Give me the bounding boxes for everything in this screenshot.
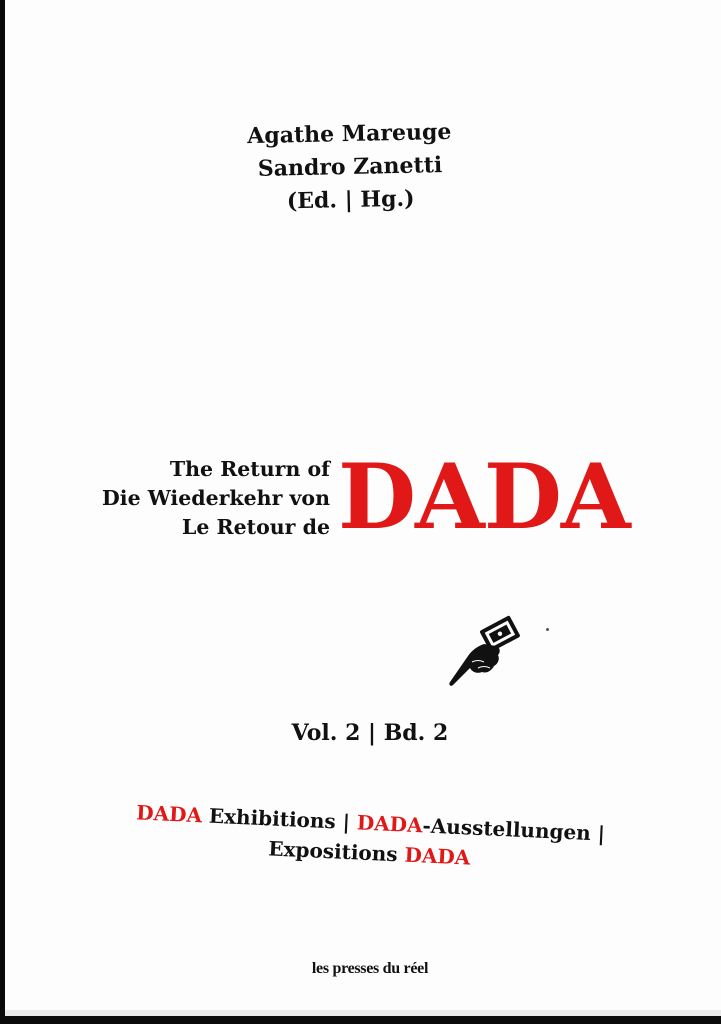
subtitle-block [89,795,651,880]
pointing-hand-icon [444,610,529,690]
scan-edge-left [0,0,5,1024]
editor-role: (Ed. | Hg.) [286,185,415,215]
title-block [60,444,660,553]
editors-block [219,115,481,219]
volume-label: Vol. 2 | Bd. 2 [291,720,449,746]
scan-edge-bottom [0,1016,721,1024]
title-french: Le Retour de [181,515,330,539]
title-german: Die Wiederkehr von [102,486,330,510]
title-lines [10,455,330,542]
dada-word: DADA [135,800,203,828]
ink-speck [546,628,549,631]
subtitle-text: Expositions [267,836,406,867]
subtitle-text: Exhibitions | [201,803,358,835]
publisher-name: les presses du réel [311,960,429,977]
subtitle-text: -Ausstellungen | [422,813,606,846]
dada-title: DADA [338,444,630,550]
dada-word: DADA [404,842,471,870]
editor-name-2: Sandro Zanetti [257,152,443,182]
editor-name-1: Agathe Mareuge [247,118,452,150]
title-english: The Return of [169,457,330,481]
dada-word: DADA [356,810,424,838]
